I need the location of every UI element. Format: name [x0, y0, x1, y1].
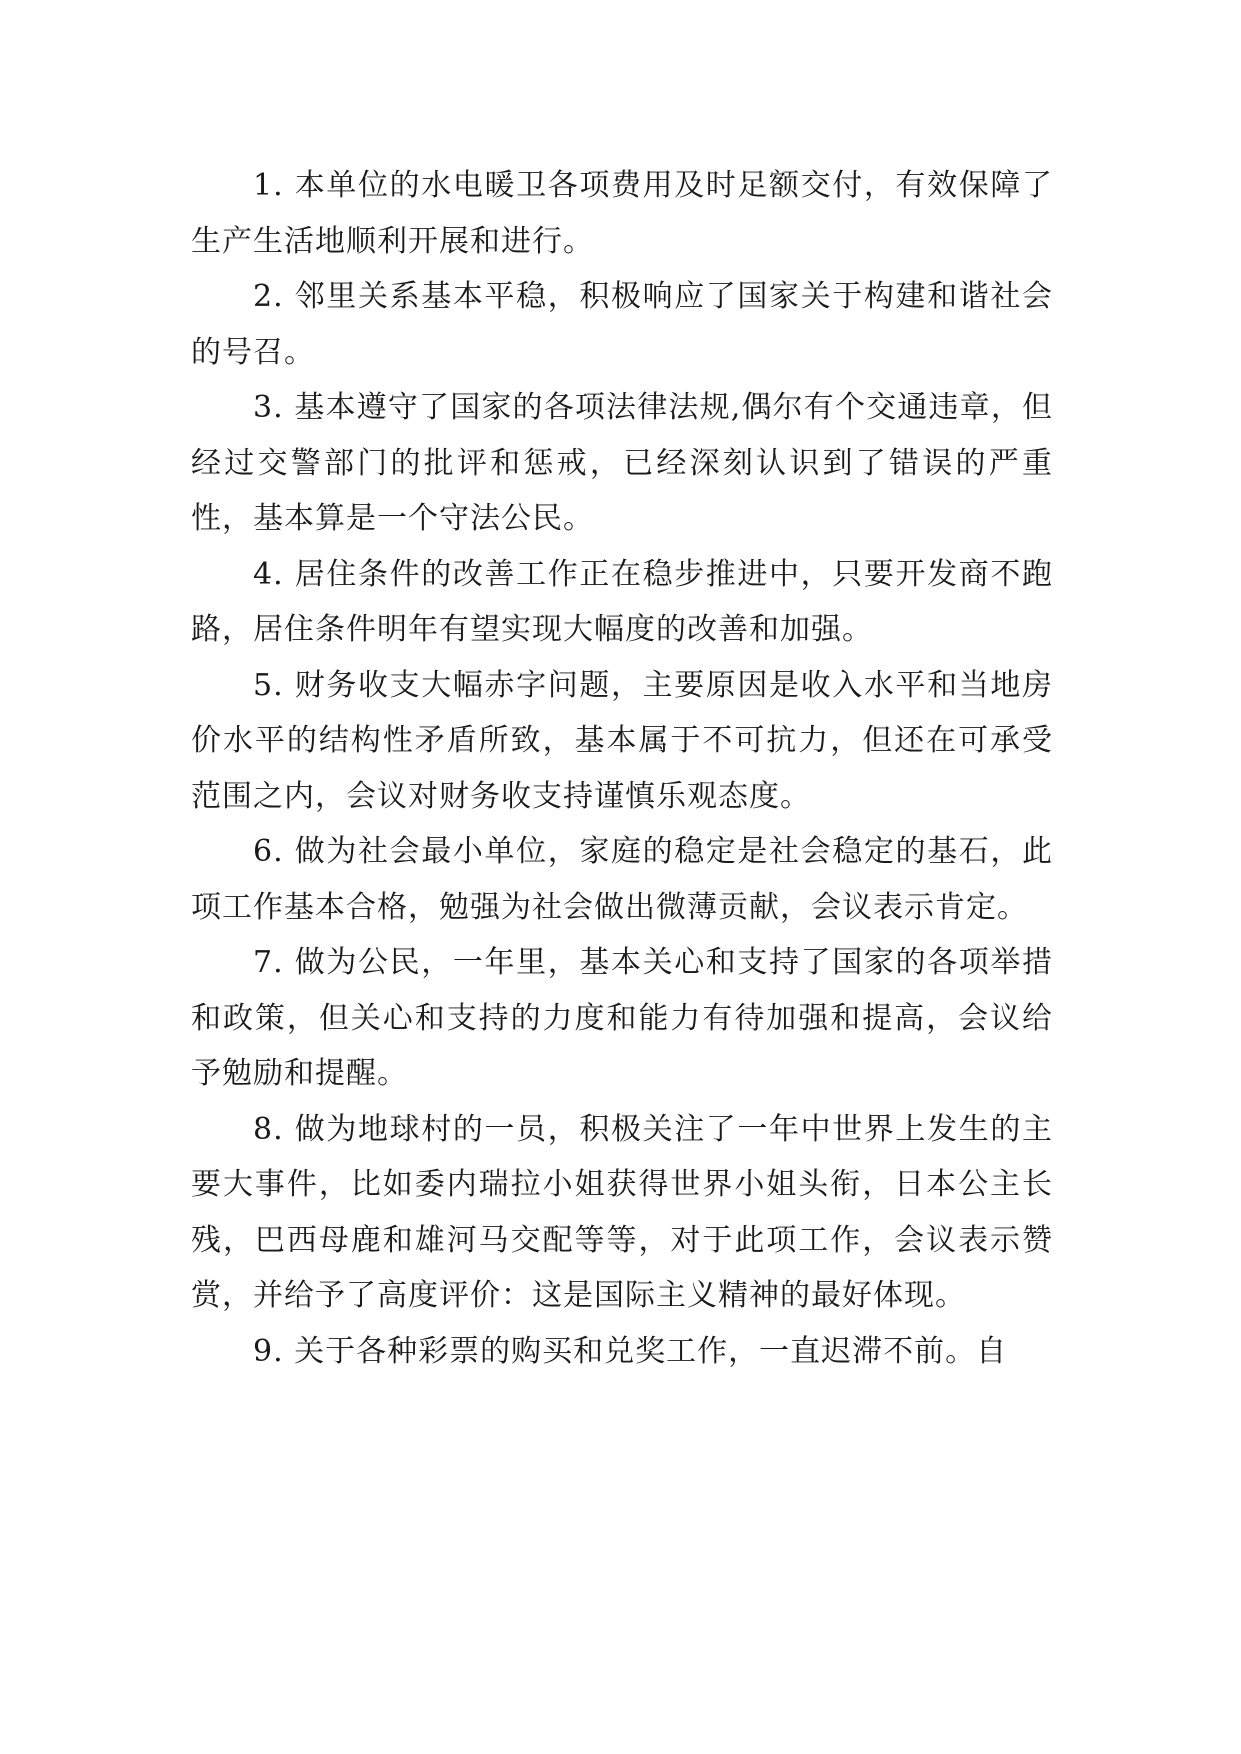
document-body	[191, 158, 1053, 1379]
paragraph-8: 8. 做为地球村的一员，积极关注了一年中世界上发生的主要大事件，比如委内瑞拉小姐获得世界小姐头衔，日本公主长残，巴西母鹿和雄河马交配等等，对于此项工作，会议表示赞赏，并给予了高度评价：这是国际主义精神的最好体现。	[191, 1111, 1053, 1313]
paragraph-1: 1. 本单位的水电暖卫各项费用及时足额交付，有效保障了生产生活地顺利开展和进行。	[191, 168, 1053, 259]
paragraph-4: 4. 居住条件的改善工作正在稳步推进中，只要开发商不跑路，居住条件明年有望实现大幅度的改善和加强。	[191, 556, 1053, 647]
paragraph-3: 3. 基本遵守了国家的各项法律法规,偶尔有个交通违章，但经过交警部门的批评和惩戒，已经深刻认识到了错误的严重性，基本算是一个守法公民。	[191, 390, 1053, 536]
paragraph-2: 2. 邻里关系基本平稳，积极响应了国家关于构建和谐社会的号召。	[191, 279, 1053, 370]
paragraph-9: 9. 关于各种彩票的购买和兑奖工作，一直迟滞不前。自	[253, 1333, 1008, 1369]
paragraph-5: 5. 财务收支大幅赤字问题，主要原因是收入水平和当地房价水平的结构性矛盾所致，基本属于不可抗力，但还在可承受范围之内，会议对财务收支持谨慎乐观态度。	[191, 667, 1053, 814]
paragraph-6: 6. 做为社会最小单位，家庭的稳定是社会稳定的基石，此项工作基本合格，勉强为社会做出微薄贡献，会议表示肯定。	[191, 834, 1053, 925]
paragraph-7: 7. 做为公民，一年里，基本关心和支持了国家的各项举措和政策，但关心和支持的力度和能力有待加强和提高，会议给予勉励和提醒。	[191, 945, 1053, 1091]
